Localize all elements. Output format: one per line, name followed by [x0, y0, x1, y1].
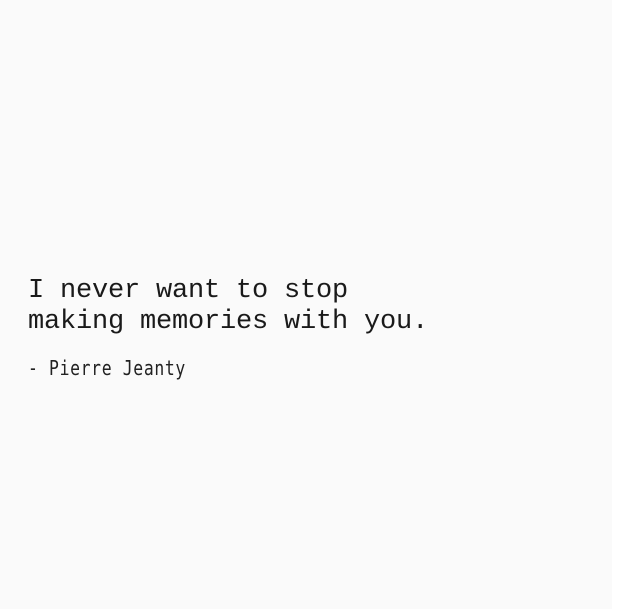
quote-text [28, 276, 428, 338]
quote-line-1: I never want to stop [28, 276, 349, 306]
quote-line-2: making memories with you. [28, 307, 429, 337]
quote-author: - Pierre Jeanty [28, 356, 186, 380]
right-edge-margin [612, 0, 620, 609]
